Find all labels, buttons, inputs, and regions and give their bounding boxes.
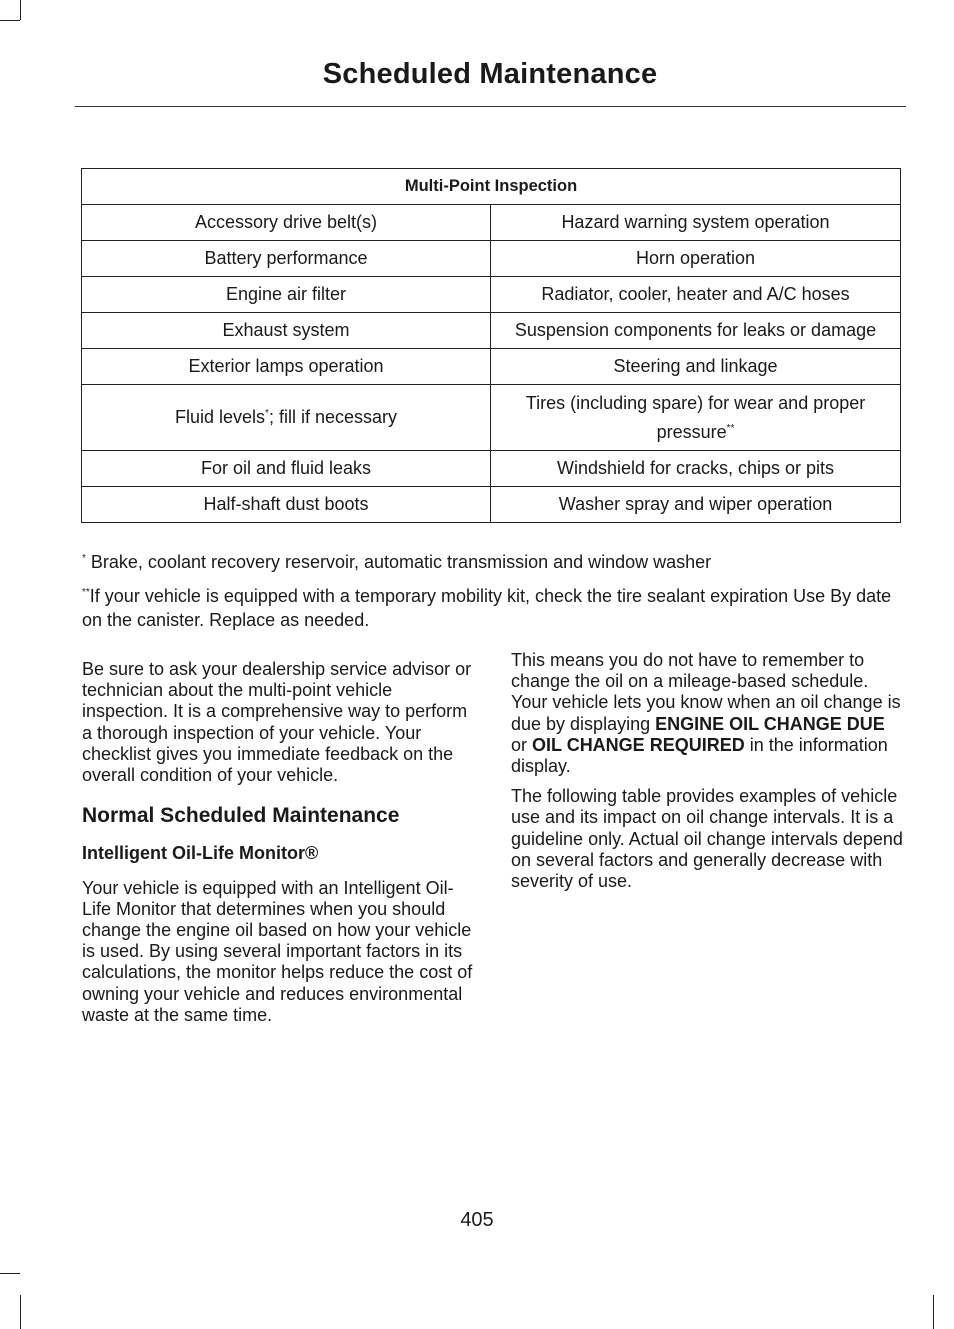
table-cell: Engine air filter bbox=[82, 277, 491, 313]
display-message: OIL CHANGE REQUIRED bbox=[532, 734, 745, 755]
body-paragraph: Your vehicle is equipped with an Intelligent Oil-Life Monitor that determines when you should change the engine oil based on how your vehicle is used. By using several important factors in its calculations, the monitor helps reduce the cost of owning your vehicle and reduces environmental waste at the same time. bbox=[82, 877, 473, 1025]
body-paragraph: The following table provides examples of vehicle use and its impact on oil change intervals. It is a guideline only. Actual oil change intervals depend on several factors and generally decrease with severity of use. bbox=[511, 786, 903, 892]
table-row bbox=[82, 451, 901, 487]
page-title: Scheduled Maintenance bbox=[322, 58, 658, 90]
table-cell: Suspension components for leaks or damage bbox=[491, 313, 901, 349]
table-cell: Accessory drive belt(s) bbox=[82, 205, 491, 241]
intro-paragraph: Be sure to ask your dealership service advisor or technician about the multi-point vehicle inspection. It is a comprehensive way to perform a thorough inspection of your vehicle. Your checklist gives you immediate feedback on the overall condition of your vehicle. bbox=[82, 659, 472, 786]
table-row bbox=[82, 385, 901, 451]
header-divider bbox=[75, 106, 906, 107]
subsection-heading: Intelligent Oil-Life Monitor® bbox=[82, 843, 319, 864]
table-cell: Battery performance bbox=[82, 241, 491, 277]
cell-text-suffix: ; fill if necessary bbox=[268, 407, 397, 427]
footnote-double bbox=[82, 584, 902, 632]
footnote-marker: ** bbox=[82, 587, 90, 598]
table-cell bbox=[82, 385, 491, 451]
table-header-row bbox=[82, 169, 901, 205]
crop-mark-bottom-left-horizontal bbox=[0, 1273, 20, 1274]
table-row bbox=[82, 205, 901, 241]
section-heading: Normal Scheduled Maintenance bbox=[82, 804, 400, 828]
table-cell: Horn operation bbox=[491, 241, 901, 277]
text-run: or bbox=[511, 734, 533, 755]
text-run: in the information display. bbox=[511, 734, 888, 777]
table-cell: Exhaust system bbox=[82, 313, 491, 349]
table-cell: Washer spray and wiper operation bbox=[491, 487, 901, 523]
right-column bbox=[511, 650, 903, 892]
table-cell: Exterior lamps operation bbox=[82, 349, 491, 385]
table-cell: Half-shaft dust boots bbox=[82, 487, 491, 523]
table-cell: Radiator, cooler, heater and A/C hoses bbox=[491, 277, 901, 313]
left-column bbox=[82, 659, 474, 1026]
table-cell: Steering and linkage bbox=[491, 349, 901, 385]
footnote-marker: ** bbox=[726, 423, 735, 434]
crop-mark-top-left-vertical bbox=[20, 0, 21, 20]
table-cell: For oil and fluid leaks bbox=[82, 451, 491, 487]
table-cell: Hazard warning system operation bbox=[491, 205, 901, 241]
footnote-single bbox=[82, 550, 902, 574]
crop-mark-bottom-right-vertical bbox=[933, 1295, 934, 1329]
table-row bbox=[82, 487, 901, 523]
cell-text: Tires (including spare) for wear and proper pressure bbox=[525, 393, 866, 442]
multi-point-inspection-table bbox=[81, 168, 901, 523]
footnote-text: Brake, coolant recovery reservoir, automatic transmission and window washer bbox=[85, 552, 712, 572]
footnote-text: If your vehicle is equipped with a temporary mobility kit, check the tire sealant expiration Use By date on the canister. Replace as needed. bbox=[82, 586, 892, 630]
display-message: ENGINE OIL CHANGE DUE bbox=[655, 713, 885, 734]
footnote-marker: * bbox=[82, 553, 86, 564]
text-run: This means you do not have to remember to change the oil on a mileage-based schedule. Your vehicle lets you know when an oil change is due by displaying bbox=[511, 650, 901, 734]
cell-text: Fluid levels bbox=[175, 407, 266, 427]
footnote-marker: * bbox=[265, 408, 269, 419]
crop-mark-bottom-left-vertical bbox=[20, 1295, 21, 1329]
page-number: 405 bbox=[460, 1209, 494, 1231]
table-title: Multi-Point Inspection bbox=[82, 169, 901, 205]
table-row bbox=[82, 241, 901, 277]
crop-mark-top-left-horizontal bbox=[0, 20, 20, 21]
table-row bbox=[82, 313, 901, 349]
table-row bbox=[82, 349, 901, 385]
body-paragraph bbox=[511, 650, 903, 777]
table-cell: Windshield for cracks, chips or pits bbox=[491, 451, 901, 487]
table-row bbox=[82, 277, 901, 313]
table-cell bbox=[491, 385, 901, 451]
